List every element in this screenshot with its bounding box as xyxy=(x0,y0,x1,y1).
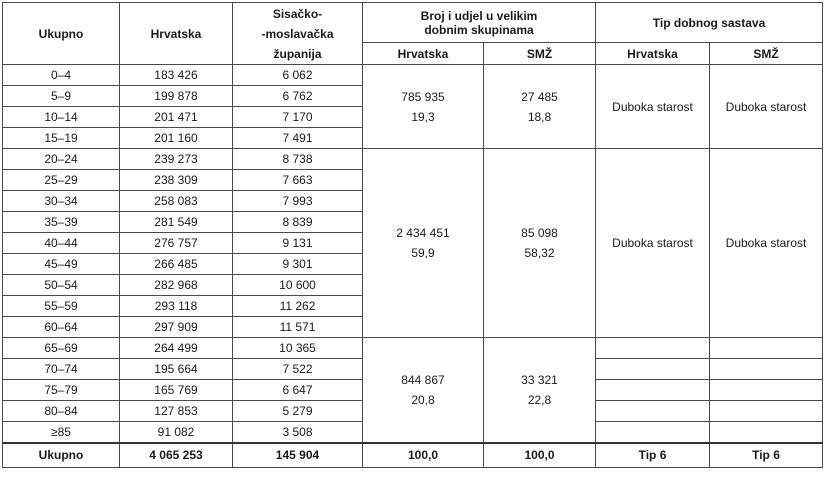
header-ukupno: Ukupno xyxy=(3,3,120,65)
header-smz-line1: Sisačko- xyxy=(272,6,323,21)
group-hrvatska-count: 785 935 xyxy=(401,89,445,104)
hrvatska-value-cell: 258 083 xyxy=(120,191,233,212)
hrvatska-value-cell: 297 909 xyxy=(120,317,233,338)
group-smz-count: 27 485 xyxy=(521,89,558,104)
subheader-broj-smz: SMŽ xyxy=(484,43,596,65)
age-group-cell: 30–34 xyxy=(3,191,120,212)
tip-hrvatska-empty-cell xyxy=(596,380,710,401)
tip-smz-empty-cell xyxy=(710,422,823,443)
hrvatska-value-cell: 264 499 xyxy=(120,338,233,359)
smz-value-cell: 10 600 xyxy=(233,275,363,296)
smz-value-cell: 7 993 xyxy=(233,191,363,212)
group-smz-share: 18,8 xyxy=(527,109,552,124)
total-hrvatska-cell: 4 065 253 xyxy=(120,443,233,468)
group-hrvatska-count: 2 434 451 xyxy=(396,226,450,240)
age-group-cell: 55–59 xyxy=(3,296,120,317)
smz-value-cell: 10 365 xyxy=(233,338,363,359)
smz-value-cell: 7 491 xyxy=(233,128,363,149)
smz-value-cell: 11 571 xyxy=(233,317,363,338)
group-hrvatska-cell xyxy=(363,149,484,338)
age-group-cell: 25–29 xyxy=(3,170,120,191)
subheader-tip-hrvatska: Hrvatska xyxy=(596,43,710,65)
group-smz-cell xyxy=(484,149,596,338)
smz-value-cell: 11 262 xyxy=(233,296,363,317)
age-group-cell: 50–54 xyxy=(3,275,120,296)
age-group-cell: 15–19 xyxy=(3,128,120,149)
total-label-cell: Ukupno xyxy=(3,443,120,468)
age-group-cell: 20–24 xyxy=(3,149,120,170)
header-smz-line2: -moslavačka xyxy=(261,26,334,41)
tip-hrvatska-cell: Duboka starost xyxy=(596,65,710,149)
smz-value-cell: 8 839 xyxy=(233,212,363,233)
header-tip: Tip dobnog sastava xyxy=(596,3,823,43)
tip-hrvatska-empty-cell xyxy=(596,401,710,422)
smz-value-cell: 9 301 xyxy=(233,254,363,275)
hrvatska-value-cell: 199 878 xyxy=(120,86,233,107)
group-hrvatska-share: 19,3 xyxy=(411,109,435,124)
total-tip-smz-cell: Tip 6 xyxy=(710,443,823,468)
header-row xyxy=(3,3,823,43)
age-group-cell: 70–74 xyxy=(3,359,120,380)
table-body xyxy=(3,3,823,468)
smz-value-cell: 6 062 xyxy=(233,65,363,86)
smz-value-cell: 6 762 xyxy=(233,86,363,107)
group-smz-cell xyxy=(484,338,596,443)
total-tip-hrvatska-cell: Tip 6 xyxy=(596,443,710,468)
smz-value-cell: 7 663 xyxy=(233,170,363,191)
age-group-cell: 0–4 xyxy=(3,65,120,86)
subheader-tip-smz: SMŽ xyxy=(710,43,823,65)
tip-hrvatska-empty-cell xyxy=(596,359,710,380)
header-broj-line1: Broj i udjel u velikim xyxy=(420,8,538,23)
total-smz-cell: 145 904 xyxy=(233,443,363,468)
hrvatska-value-cell: 201 160 xyxy=(120,128,233,149)
table-row xyxy=(3,65,823,86)
group-smz-count: 85 098 xyxy=(521,226,558,240)
total-share-hrvatska-cell: 100,0 xyxy=(363,443,484,468)
hrvatska-value-cell: 127 853 xyxy=(120,401,233,422)
age-group-cell: 60–64 xyxy=(3,317,120,338)
age-group-cell: 35–39 xyxy=(3,212,120,233)
tip-smz-cell: Duboka starost xyxy=(710,65,823,149)
hrvatska-value-cell: 91 082 xyxy=(120,422,233,443)
hrvatska-value-cell: 293 118 xyxy=(120,296,233,317)
age-group-cell: 80–84 xyxy=(3,401,120,422)
table-row xyxy=(3,149,823,170)
tip-smz-empty-cell xyxy=(710,359,823,380)
hrvatska-value-cell: 282 968 xyxy=(120,275,233,296)
group-hrvatska-cell xyxy=(363,65,484,149)
age-group-cell: 65–69 xyxy=(3,338,120,359)
group-hrvatska-cell xyxy=(363,338,484,443)
group-hrvatska-share: 59,9 xyxy=(411,246,435,260)
table-row xyxy=(3,338,823,359)
tip-smz-empty-cell xyxy=(710,338,823,359)
smz-value-cell: 3 508 xyxy=(233,422,363,443)
hrvatska-value-cell: 195 664 xyxy=(120,359,233,380)
smz-value-cell: 7 170 xyxy=(233,107,363,128)
smz-value-cell: 5 279 xyxy=(233,401,363,422)
age-group-cell: 75–79 xyxy=(3,380,120,401)
hrvatska-value-cell: 201 471 xyxy=(120,107,233,128)
group-smz-cell xyxy=(484,65,596,149)
header-broj-udjel xyxy=(363,3,596,43)
tip-smz-empty-cell xyxy=(710,380,823,401)
tip-hrvatska-empty-cell xyxy=(596,338,710,359)
hrvatska-value-cell: 266 485 xyxy=(120,254,233,275)
total-row xyxy=(3,443,823,468)
group-smz-share: 58,32 xyxy=(524,246,555,260)
age-group-cell: ≥85 xyxy=(3,422,120,443)
group-hrvatska-share: 20,8 xyxy=(411,392,435,407)
group-smz-count: 33 321 xyxy=(521,372,558,387)
hrvatska-value-cell: 281 549 xyxy=(120,212,233,233)
age-group-cell: 45–49 xyxy=(3,254,120,275)
hrvatska-value-cell: 238 309 xyxy=(120,170,233,191)
hrvatska-value-cell: 276 757 xyxy=(120,233,233,254)
header-broj-line2: dobnim skupinama xyxy=(424,22,534,37)
total-share-smz-cell: 100,0 xyxy=(484,443,596,468)
age-group-cell: 40–44 xyxy=(3,233,120,254)
group-smz-share: 22,8 xyxy=(527,392,552,407)
age-structure-table xyxy=(2,2,823,468)
tip-hrvatska-empty-cell xyxy=(596,422,710,443)
hrvatska-value-cell: 239 273 xyxy=(120,149,233,170)
smz-value-cell: 7 522 xyxy=(233,359,363,380)
smz-value-cell: 9 131 xyxy=(233,233,363,254)
group-hrvatska-count: 844 867 xyxy=(401,372,445,387)
age-group-cell: 5–9 xyxy=(3,86,120,107)
tip-smz-empty-cell xyxy=(710,401,823,422)
age-group-cell: 10–14 xyxy=(3,107,120,128)
header-hrvatska: Hrvatska xyxy=(120,3,233,65)
smz-value-cell: 8 738 xyxy=(233,149,363,170)
hrvatska-value-cell: 165 769 xyxy=(120,380,233,401)
subheader-broj-hrvatska: Hrvatska xyxy=(363,43,484,65)
smz-value-cell: 6 647 xyxy=(233,380,363,401)
hrvatska-value-cell: 183 426 xyxy=(120,65,233,86)
tip-hrvatska-cell: Duboka starost xyxy=(596,149,710,338)
tip-smz-cell: Duboka starost xyxy=(710,149,823,338)
header-smz-line3: županija xyxy=(273,46,322,61)
header-smz xyxy=(233,3,363,65)
